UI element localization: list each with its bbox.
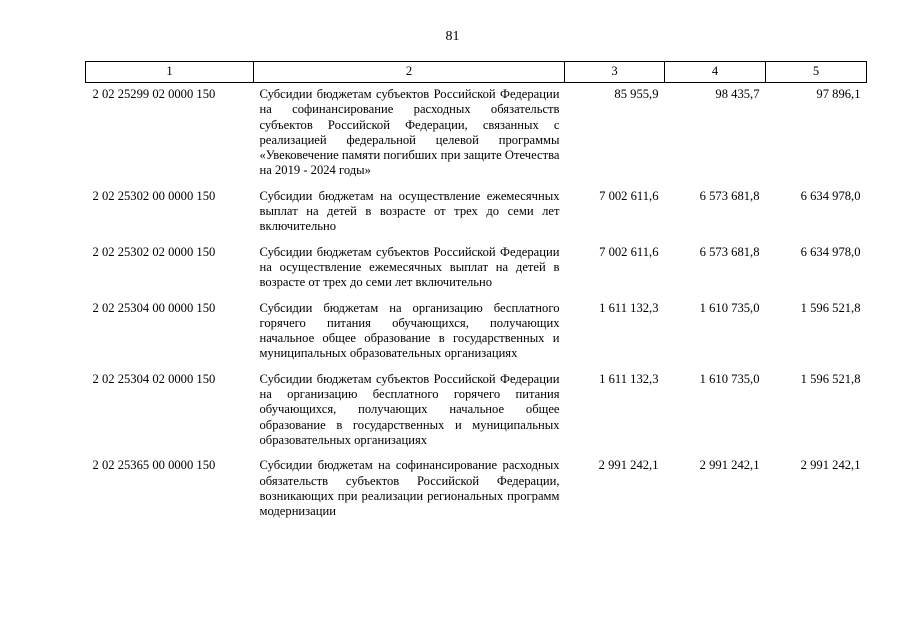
budget-code-cell: 2 02 25365 00 0000 150	[92, 458, 216, 473]
amount-cell-col3: 1 611 132,3	[599, 300, 659, 315]
table-row	[86, 454, 867, 525]
budget-revenue-table	[85, 61, 867, 525]
table-row	[86, 241, 867, 297]
amount-cell-col5: 1 596 521,8	[800, 300, 861, 315]
amount-cell-col4: 98 435,7	[715, 87, 760, 101]
column-header-amount-3: 5	[766, 62, 867, 83]
page-number: 81	[445, 29, 460, 44]
table-row	[86, 368, 867, 454]
budget-code-cell: 2 02 25304 02 0000 150	[92, 371, 216, 386]
column-header-amount-1: 3	[565, 62, 665, 83]
description-cell: Субсидии бюджетам на осуществление ежемесячных выплат на детей в возрасте от трех до семи лет включительно	[259, 188, 560, 234]
amount-cell-col5: 6 634 978,0	[800, 188, 861, 203]
budget-code-cell: 2 02 25304 00 0000 150	[92, 300, 216, 315]
amount-cell-col5: 97 896,1	[816, 87, 861, 101]
amount-cell-col3: 7 002 611,6	[599, 244, 659, 259]
column-header-code: 1	[86, 62, 254, 83]
amount-cell-col4: 6 573 681,8	[699, 188, 760, 203]
amount-cell-col3: 1 611 132,3	[599, 371, 659, 386]
description-cell: Субсидии бюджетам субъектов Российской Федерации на софинансирование расходных обязательств субъектов Российской Федерации, связанных с реализацией федеральной целевой программы «Увековечение памяти погибших при защите Отечества на 2019 - 2024 годы»	[259, 87, 560, 178]
amount-cell-col5: 1 596 521,8	[800, 371, 861, 386]
amount-cell-col4: 1 610 735,0	[699, 300, 760, 315]
budget-code-cell: 2 02 25299 02 0000 150	[92, 87, 216, 101]
description-cell: Субсидии бюджетам субъектов Российской Федерации на осуществление ежемесячных выплат на детей в возрасте от трех до семи лет включительно	[259, 244, 560, 290]
table-header-row	[86, 62, 867, 83]
column-header-amount-2: 4	[665, 62, 766, 83]
column-header-description: 2	[254, 62, 565, 83]
description-cell: Субсидии бюджетам субъектов Российской Федерации на организацию бесплатного горячего питания обучающихся, получающих начальное общее образование в государственных и муниципальных образовательных организациях	[259, 371, 560, 447]
amount-cell-col5: 2 991 242,1	[800, 458, 861, 473]
budget-code-cell: 2 02 25302 02 0000 150	[92, 244, 216, 259]
amount-cell-col4: 6 573 681,8	[699, 244, 760, 259]
amount-cell-col3: 2 991 242,1	[598, 458, 659, 473]
table-row	[86, 185, 867, 241]
amount-cell-col3: 85 955,9	[614, 87, 659, 101]
amount-cell-col4: 1 610 735,0	[699, 371, 760, 386]
amount-cell-col5: 6 634 978,0	[800, 244, 861, 259]
amount-cell-col3: 7 002 611,6	[599, 188, 659, 203]
description-cell: Субсидии бюджетам на организацию бесплатного горячего питания обучающихся, получающих начальное общее образование в государственных и муниципальных образовательных организациях	[259, 300, 560, 361]
table-row	[86, 83, 867, 185]
table-row	[86, 297, 867, 368]
description-cell: Субсидии бюджетам на софинансирование расходных обязательств субъектов Российской Федерации, возникающих при реализации региональных программ модернизации	[259, 458, 560, 519]
amount-cell-col4: 2 991 242,1	[699, 458, 760, 473]
budget-code-cell: 2 02 25302 00 0000 150	[92, 188, 216, 203]
